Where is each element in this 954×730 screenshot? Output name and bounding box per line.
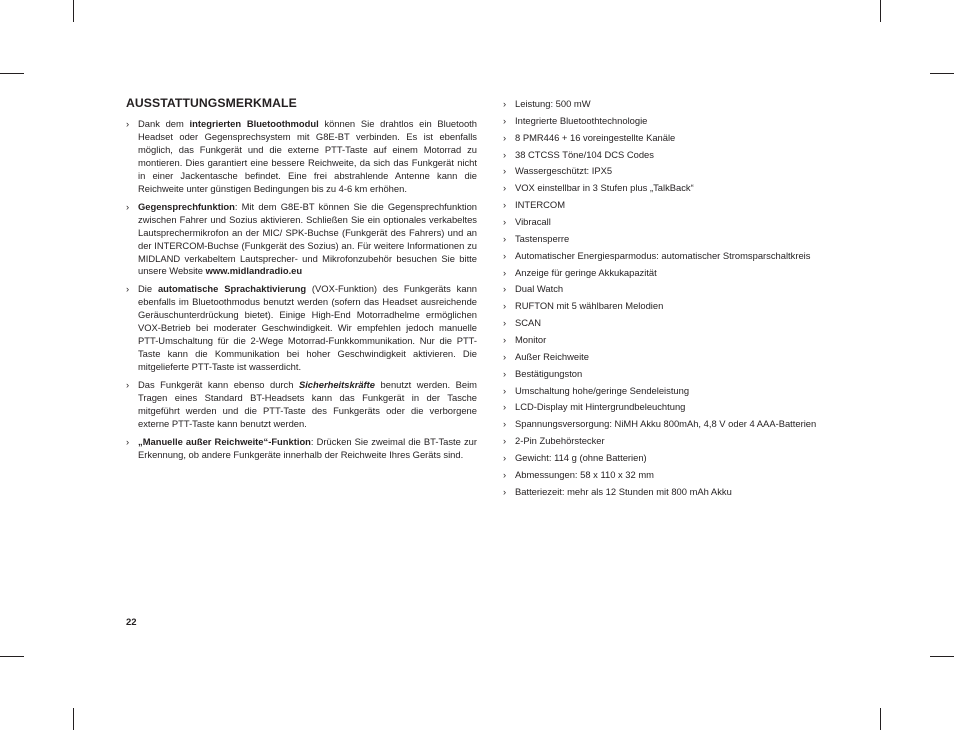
- page-number: 22: [126, 617, 137, 628]
- chevron-bullet-icon: ›: [503, 216, 507, 228]
- feature-list-item: [503, 416, 863, 433]
- text-bold: integrierten Bluetoothmodul: [189, 118, 319, 129]
- feature-list-item: [503, 484, 863, 501]
- chevron-bullet-icon: ›: [503, 435, 507, 447]
- text-post: : Drücken Sie zweimal die BT-Taste zur Erkennung, ob andere Funkgeräte innerhalb der Reichweite Ihres Geräts sind.: [138, 435, 477, 460]
- chevron-bullet-icon: ›: [503, 165, 507, 177]
- feature-list-item: [503, 113, 863, 130]
- crop-mark: [0, 73, 24, 74]
- chevron-bullet-icon: ›: [503, 350, 507, 362]
- feature-list-item: [503, 433, 863, 450]
- feature-list-item: [503, 265, 863, 282]
- feature-list-item: [503, 315, 863, 332]
- feature-text: 38 CTCSS Töne/104 DCS Codes: [515, 148, 654, 160]
- paragraph-out-of-range: [126, 436, 477, 462]
- paragraph-bluetooth-module: [126, 118, 477, 196]
- crop-mark: [930, 656, 954, 657]
- feature-list-item: [503, 383, 863, 400]
- feature-list-item: [503, 180, 863, 197]
- chevron-bullet-icon: ›: [503, 317, 507, 329]
- text-bold: automatische Sprachaktivierung: [157, 283, 307, 295]
- chevron-bullet-icon: ›: [126, 435, 130, 447]
- text-post: : Mit dem G8E-BT können Sie die Gegensprechfunktion zwischen Fahrer und Sozius aktivieren. Schließen Sie ein optionales verkabeltes Lautsprechermikrofon an der MIC/ SPK-Buchse (Funkgerät des Fahrers) und an der INTERCOM-Buchse (Funkgerät des Sozius) an. Für weitere Informationen zu MIDLAND verkabeltem Lautsprecher- und Mikrofonzubehör besuchen Sie bitte unsere Website: [138, 200, 477, 277]
- chevron-bullet-icon: ›: [503, 418, 507, 430]
- feature-text: Abmessungen: 58 x 110 x 32 mm: [515, 468, 654, 480]
- feature-text: Monitor: [515, 334, 547, 346]
- text-bold: Gegensprechfunktion: [138, 200, 235, 212]
- chevron-bullet-icon: ›: [503, 148, 507, 160]
- feature-list-item: [503, 450, 863, 467]
- feature-text: VOX einstellbar in 3 Stufen plus „TalkBack“: [515, 182, 694, 194]
- feature-list-item: [503, 332, 863, 349]
- chevron-bullet-icon: ›: [126, 200, 130, 212]
- feature-list-item: [503, 298, 863, 315]
- chevron-bullet-icon: ›: [503, 384, 507, 396]
- features-list: [503, 96, 863, 501]
- chevron-bullet-icon: ›: [126, 283, 130, 295]
- feature-list-item: [503, 147, 863, 164]
- chevron-bullet-icon: ›: [503, 266, 507, 278]
- paragraph-vox: [126, 283, 477, 374]
- chevron-bullet-icon: ›: [503, 283, 507, 295]
- feature-text: 8 PMR446 + 16 voreingestellte Kanäle: [515, 131, 676, 143]
- feature-text: RUFTON mit 5 wählbaren Melodien: [515, 300, 664, 312]
- feature-text: Spannungsversorgung: NiMH Akku 800mAh, 4,8 V oder 4 AAA-Batterien: [515, 418, 817, 430]
- chevron-bullet-icon: ›: [503, 232, 507, 244]
- feature-list-item: [503, 248, 863, 265]
- feature-text: LCD-Display mit Hintergrundbeleuchtung: [515, 401, 686, 413]
- feature-list-item: [503, 467, 863, 484]
- chevron-bullet-icon: ›: [503, 114, 507, 126]
- feature-text: Dual Watch: [515, 283, 564, 295]
- text-post: benutzt werden. Beim Tragen eines Standard BT-Headsets kann das Funkgerät in der Tasche mitgeführt werden und die PTT-Taste des Funkgeräts oder die verborgene externe PTT-Taste kann benutzt werden.: [138, 379, 477, 429]
- feature-list-item: [503, 281, 863, 298]
- feature-list-item: [503, 231, 863, 248]
- crop-mark: [930, 73, 954, 74]
- text-pre: Dank dem: [138, 118, 190, 129]
- feature-list-item: [503, 399, 863, 416]
- feature-text: Leistung: 500 mW: [515, 98, 591, 109]
- feature-text: Wassergeschützt: IPX5: [515, 165, 613, 177]
- feature-list-item: [503, 197, 863, 214]
- feature-text: Bestätigungston: [515, 367, 583, 379]
- feature-text: INTERCOM: [515, 199, 565, 211]
- feature-text: 2-Pin Zubehörstecker: [515, 435, 605, 447]
- feature-list-item: [503, 366, 863, 383]
- chevron-bullet-icon: ›: [503, 452, 507, 464]
- crop-mark: [73, 708, 74, 730]
- feature-text: Tastensperre: [515, 232, 570, 244]
- chevron-bullet-icon: ›: [503, 199, 507, 211]
- feature-text: Automatischer Energiesparmodus: automatischer Stromsparschaltkreis: [515, 249, 811, 261]
- chevron-bullet-icon: ›: [503, 131, 507, 143]
- chevron-bullet-icon: ›: [503, 485, 507, 497]
- crop-mark: [880, 708, 881, 730]
- paragraph-intercom-function: [126, 201, 477, 279]
- paragraph-security-forces: [126, 379, 477, 431]
- features-list-column: [503, 96, 863, 501]
- feature-list-item: [503, 349, 863, 366]
- chevron-bullet-icon: ›: [503, 334, 507, 346]
- website-link[interactable]: www.midlandradio.eu: [205, 265, 303, 277]
- text-bold-italic: Sicherheitskräfte: [298, 379, 376, 391]
- chevron-bullet-icon: ›: [503, 98, 507, 109]
- feature-list-item: [503, 130, 863, 147]
- chevron-bullet-icon: ›: [503, 367, 507, 379]
- crop-mark: [880, 0, 881, 22]
- text-pre: Die: [138, 283, 158, 295]
- feature-text: Anzeige für geringe Akkukapazität: [515, 266, 657, 278]
- feature-text: Gewicht: 114 g (ohne Batterien): [515, 452, 647, 464]
- feature-list-item: [503, 163, 863, 180]
- feature-list-item: [503, 214, 863, 231]
- feature-text: Vibracall: [515, 216, 551, 228]
- chevron-bullet-icon: ›: [503, 182, 507, 194]
- feature-text: Außer Reichweite: [515, 350, 589, 362]
- chevron-bullet-icon: ›: [503, 249, 507, 261]
- chevron-bullet-icon: ›: [503, 401, 507, 413]
- chevron-bullet-icon: ›: [126, 118, 130, 129]
- chevron-bullet-icon: ›: [126, 379, 130, 391]
- chevron-bullet-icon: ›: [503, 300, 507, 312]
- feature-text: Umschaltung hohe/geringe Sendeleistung: [515, 384, 690, 396]
- text-pre: Das Funkgerät kann ebenso durch: [138, 379, 299, 391]
- feature-text: Batteriezeit: mehr als 12 Stunden mit 800 mAh Akku: [515, 485, 732, 497]
- text-post: (VOX-Funktion) des Funkgeräts kann ebenfalls im Bluetoothmodus benutzt werden (sofern das Headset ausreichende Geräuschunterdrückung bietet). Einige High-End Motorradhelme ermöglichen VOX-Betrieb bei moderater Geschwindigkeit. Wir empfehlen jedoch manuelle PTT-Umschaltung für die 2-Wege Motorrad-Funkkommunikation. Nur die PTT-Taste kann die Kommunikation bei hoher Geschwindigkeit aktivieren. Die mitgelieferte PTT-Taste ist wasserdicht.: [138, 283, 477, 373]
- text-post: können Sie drahtlos ein Bluetooth Headset oder Gegensprechsystem mit G8E-BT verbinden. Es ist ebenfalls möglich, das Funkgerät und die externe PTT-Taste auf einem Motorrad zu montieren. Dies garantiert eine bessere Reichweite, da sich das Funkgerät nicht in einer Jackentasche befindet. Eine frei abstrahlende Antenne kann die Reichweite unter günstigen Bedingungen bis zu 4-6 km erhöhen.: [138, 118, 477, 194]
- feature-list-item: [503, 96, 863, 113]
- crop-mark: [73, 0, 74, 22]
- section-heading: AUSSTATTUNGSMERKMALE: [126, 96, 297, 110]
- text-bold: „Manuelle außer Reichweite“-Funktion: [138, 435, 311, 447]
- crop-mark: [0, 656, 24, 657]
- feature-text: SCAN: [515, 317, 542, 329]
- feature-text: Integrierte Bluetoothtechnologie: [515, 114, 648, 126]
- features-description-column: [126, 96, 477, 467]
- chevron-bullet-icon: ›: [503, 468, 507, 480]
